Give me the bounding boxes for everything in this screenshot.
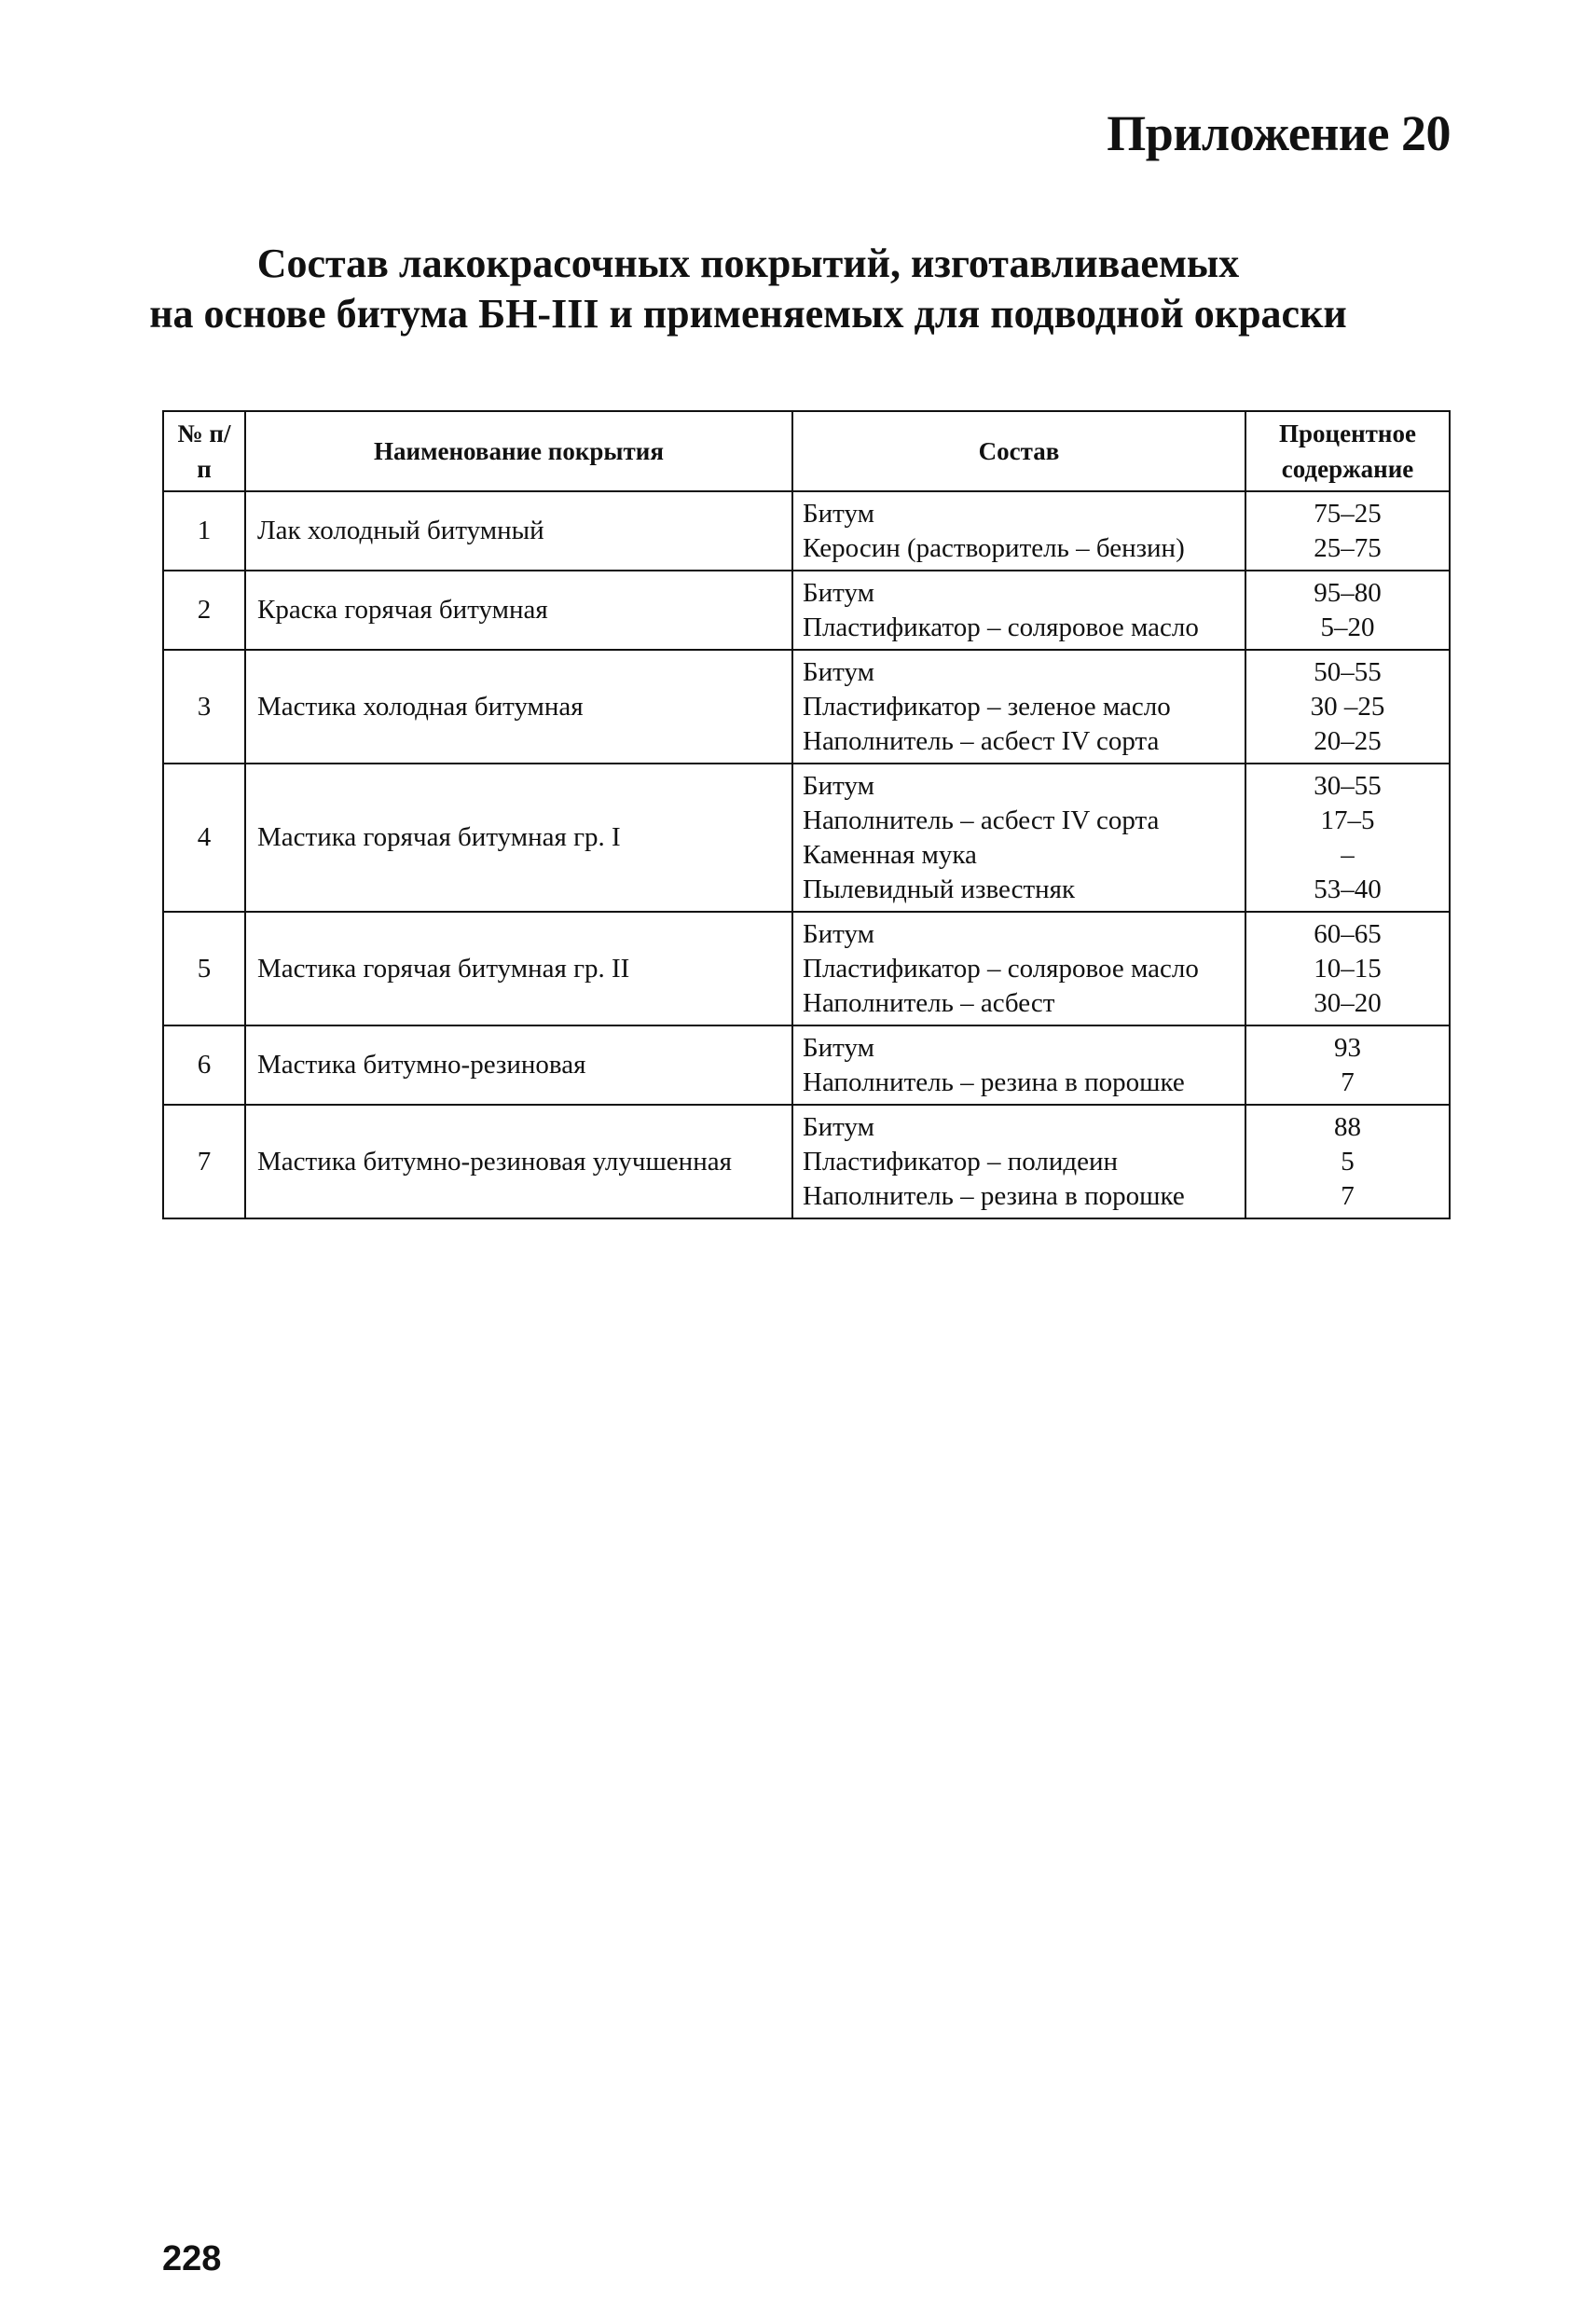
percent-cell xyxy=(1245,1025,1450,1105)
row-number: 3 xyxy=(163,650,245,764)
table-header-row xyxy=(163,411,1450,491)
composition-cell xyxy=(792,764,1245,912)
table-row xyxy=(163,491,1450,571)
table-row xyxy=(163,571,1450,650)
component-item: Битум xyxy=(803,499,874,529)
percent-value: 93 xyxy=(1334,1033,1361,1063)
percent-value: 75–25 xyxy=(1314,499,1382,529)
percent-value: – xyxy=(1341,840,1355,870)
composition-cell xyxy=(792,1025,1245,1105)
header-percent: Процентное содержание xyxy=(1245,411,1450,491)
component-item: Битум xyxy=(803,657,874,687)
component-item: Каменная мука xyxy=(803,840,977,870)
row-number: 6 xyxy=(163,1025,245,1105)
coating-name: Мастика битумно-резиновая xyxy=(257,1050,586,1080)
row-number: 5 xyxy=(163,912,245,1025)
coating-name-cell xyxy=(245,764,792,912)
percent-cell xyxy=(1245,912,1450,1025)
coating-name: Мастика холодная битумная xyxy=(257,691,584,722)
percent-cell xyxy=(1245,491,1450,571)
coating-name-cell xyxy=(245,912,792,1025)
percent-cell xyxy=(1245,650,1450,764)
composition-table xyxy=(162,410,1451,1219)
coating-name-cell xyxy=(245,1025,792,1105)
composition-cell xyxy=(792,912,1245,1025)
percent-value: 5–20 xyxy=(1320,612,1375,642)
coating-name-cell xyxy=(245,1105,792,1218)
percent-value: 50–55 xyxy=(1314,657,1382,687)
coating-name: Мастика битумно-резиновая улучшенная xyxy=(257,1146,732,1177)
table-row xyxy=(163,1105,1450,1218)
coating-name-cell xyxy=(245,491,792,571)
percent-cell xyxy=(1245,571,1450,650)
row-number: 1 xyxy=(163,491,245,571)
row-number: 7 xyxy=(163,1105,245,1218)
percent-value: 7 xyxy=(1341,1067,1355,1097)
page-number: 228 xyxy=(162,2239,222,2278)
component-item: Битум xyxy=(803,771,874,801)
component-item: Наполнитель – резина в порошке xyxy=(803,1067,1185,1097)
percent-value: 30 –25 xyxy=(1310,692,1385,722)
percent-value: 25–75 xyxy=(1314,533,1382,563)
percent-value: 60–65 xyxy=(1314,919,1382,949)
component-item: Пластификатор – полидеин xyxy=(803,1147,1119,1177)
coating-name-cell xyxy=(245,571,792,650)
table-row xyxy=(163,1025,1450,1105)
percent-cell xyxy=(1245,1105,1450,1218)
row-number: 2 xyxy=(163,571,245,650)
composition-cell xyxy=(792,571,1245,650)
appendix-label: Приложение 20 xyxy=(1107,105,1451,161)
percent-value: 88 xyxy=(1334,1112,1361,1142)
component-item: Керосин (растворитель – бензин) xyxy=(803,533,1185,563)
percent-value: 10–15 xyxy=(1314,954,1382,984)
component-item: Пластификатор – зеленое масло xyxy=(803,692,1171,722)
table-row xyxy=(163,650,1450,764)
row-number: 4 xyxy=(163,764,245,912)
coating-name: Мастика горячая битумная гр. I xyxy=(257,822,621,852)
table-body xyxy=(163,491,1450,1218)
header-name: Наименование покрытия xyxy=(245,411,792,491)
coating-name: Лак холодный битумный xyxy=(257,516,544,545)
component-item: Пылевидный известняк xyxy=(803,874,1076,904)
percent-value: 30–55 xyxy=(1314,771,1382,801)
percent-cell xyxy=(1245,764,1450,912)
title-line: Состав лакокрасочных покрытий, изготавливаемых xyxy=(256,241,1240,286)
component-item: Наполнитель – асбест IV сорта xyxy=(803,805,1160,835)
percent-value: 17–5 xyxy=(1320,805,1375,835)
percent-value: 7 xyxy=(1341,1181,1355,1211)
component-item: Наполнитель – резина в порошке xyxy=(803,1181,1185,1211)
page-title xyxy=(0,239,1496,339)
component-item: Наполнитель – асбест IV сорта xyxy=(803,726,1160,756)
table-row xyxy=(163,912,1450,1025)
composition-cell xyxy=(792,650,1245,764)
percent-value: 20–25 xyxy=(1314,726,1382,756)
composition-cell xyxy=(792,491,1245,571)
component-item: Битум xyxy=(803,919,874,949)
coating-name: Краска горячая битумная xyxy=(257,595,548,625)
percent-value: 53–40 xyxy=(1314,874,1382,904)
percent-value: 5 xyxy=(1341,1147,1355,1177)
table-row xyxy=(163,764,1450,912)
composition-cell xyxy=(792,1105,1245,1218)
header-composition: Состав xyxy=(792,411,1245,491)
component-item: Битум xyxy=(803,578,874,608)
coating-name: Мастика горячая битумная гр. II xyxy=(257,953,630,984)
coating-name-cell xyxy=(245,650,792,764)
component-item: Наполнитель – асбест xyxy=(803,988,1055,1018)
percent-value: 30–20 xyxy=(1314,988,1382,1018)
component-item: Битум xyxy=(803,1033,874,1063)
component-item: Битум xyxy=(803,1112,874,1142)
title-line: на основе битума БН-III и применяемых для подводной окраски xyxy=(149,291,1347,337)
percent-value: 95–80 xyxy=(1314,578,1382,608)
component-item: Пластификатор – соляровое масло xyxy=(803,612,1199,642)
header-num: № п/п xyxy=(163,411,245,491)
component-item: Пластификатор – соляровое масло xyxy=(803,954,1199,984)
